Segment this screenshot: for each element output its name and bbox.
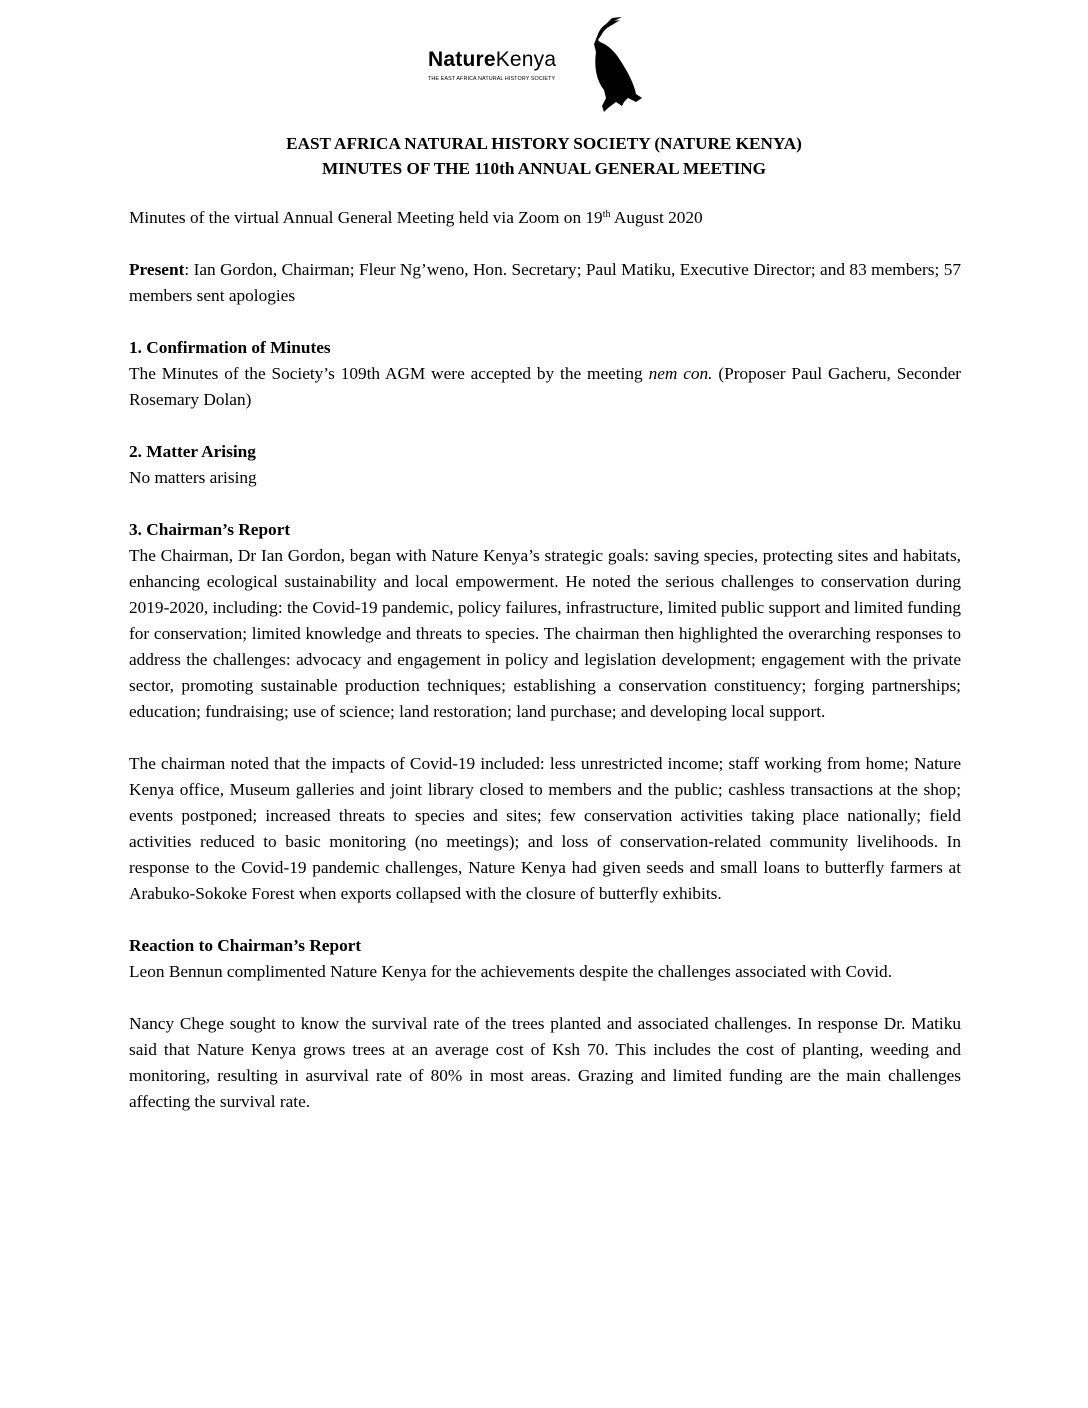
matter-arising-paragraph: No matters arising [129, 468, 257, 487]
confirmation-paragraph [129, 361, 961, 413]
title-line-2: MINUTES OF THE 110th ANNUAL GENERAL MEETING [321, 159, 767, 178]
logo-tagline: THE EAST AFRICA NATURAL HISTORY SOCIETY [428, 76, 556, 82]
section-heading-matter-arising: 2. Matter Arising [129, 442, 256, 461]
minutes-body [129, 205, 961, 1115]
present-label: Present [129, 260, 185, 279]
bird-icon [578, 14, 648, 114]
present-text: : Ian Gordon, Chairman; Fleur Ng’weno, Hon. Secretary; Paul Matiku, Executive Director; and 83 members; 57 members sent apologies [129, 260, 961, 305]
logo-brand-regular: Kenya [495, 48, 557, 71]
intro-date: August 2020 [610, 208, 703, 227]
date-suffix: th [602, 209, 611, 220]
logo-brand-bold: Nature [428, 48, 496, 71]
confirmation-text: The Minutes of the Society’s 109th AGM were accepted by the meeting [129, 364, 649, 383]
document-title [0, 131, 1088, 181]
chairmans-report-paragraph-2: The chairman noted that the impacts of Covid-19 included: less unrestricted income; staff working from home; Nature Kenya office, Museum galleries and joint library closed to members and the public; cashless transactions at the shop; events postponed; increased threats to species and sites; few conservation activities taking place nationally; field activities reduced to basic monitoring (no meetings); and loss of conservation-related community livelihoods. In response to the Covid-19 pandemic challenges, Nature Kenya had given seeds and small loans to butterfly farmers at Arabuko-Sokoke Forest when exports collapsed with the closure of butterfly exhibits. [129, 754, 961, 903]
reaction-paragraph-1: Leon Bennun complimented Nature Kenya for the achievements despite the challenges associated with Covid. [129, 962, 893, 981]
reaction-paragraph-2: Nancy Chege sought to know the survival rate of the trees planted and associated challenges. In response Dr. Matiku said that Nature Kenya grows trees at an average cost of Ksh 70. This includes the cost of planting, weeding and monitoring, resulting in asurvival rate of 80% in most areas. Grazing and limited funding are the main challenges affecting the survival rate. [129, 1014, 961, 1111]
logo-wordmark [428, 48, 556, 72]
nature-kenya-logo [428, 10, 668, 110]
intro-paragraph [129, 205, 961, 231]
intro-text: Minutes of the virtual Annual General Meeting held via Zoom on 19 [129, 208, 603, 227]
chairmans-report-paragraph-1: The Chairman, Dr Ian Gordon, began with Nature Kenya’s strategic goals: saving species, protecting sites and habitats, enhancing ecological sustainability and local empowerment. He noted the serious challenges to conservation during 2019-2020, including: the Covid-19 pandemic, policy failures, infrastructure, limited public support and limited funding for conservation; limited knowledge and threats to species. The chairman then highlighted the overarching responses to address the challenges: advocacy and engagement in policy and legislation development; engagement with the private sector, promoting sustainable production techniques; establishing a conservation constituency; forging partnerships; education; fundraising; use of science; land restoration; land purchase; and developing local support. [129, 546, 961, 721]
nem-con-text: nem con. [648, 364, 713, 383]
present-paragraph [129, 257, 961, 309]
section-heading-confirmation: 1. Confirmation of Minutes [129, 338, 331, 357]
confirmation-proposers: (Proposer Paul Gacheru, Seconder Rosemary Dolan) [129, 364, 962, 409]
title-line-1: EAST AFRICA NATURAL HISTORY SOCIETY (NATURE KENYA) [286, 134, 802, 153]
section-heading-chairmans-report: 3. Chairman’s Report [129, 520, 291, 539]
section-heading-reaction: Reaction to Chairman’s Report [129, 936, 362, 955]
